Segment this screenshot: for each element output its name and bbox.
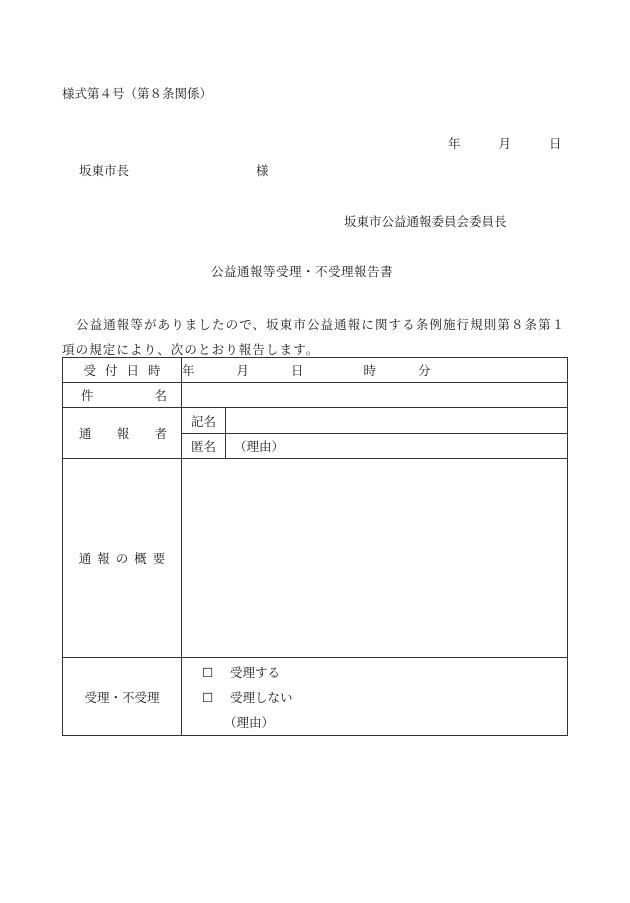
accept-checkbox[interactable]: ☐: [202, 665, 214, 680]
named-field[interactable]: [226, 408, 568, 434]
form-number: 様式第４号（第８条関係）: [62, 86, 213, 101]
anonymous-reason-field[interactable]: [226, 434, 568, 459]
reject-option-label: 受理しない: [230, 690, 293, 705]
date-line: [448, 134, 561, 152]
date-day: 日: [548, 136, 562, 151]
anonymous-label: 匿名: [182, 434, 226, 459]
acceptance-reason[interactable]: [202, 710, 567, 735]
acceptance-row: [63, 658, 568, 736]
accept-option-label: 受理する: [230, 665, 281, 680]
reporter-label: 通 報 者: [63, 408, 182, 459]
acceptance-field: [182, 658, 568, 736]
reception-hour: 時: [363, 363, 376, 378]
reception-row: [63, 358, 568, 383]
subject-label: 件 名: [63, 383, 182, 408]
date-year: 年: [448, 136, 461, 151]
honorific: 様: [256, 163, 269, 178]
date-month: 月: [498, 136, 511, 151]
reject-checkbox[interactable]: ☐: [202, 690, 214, 705]
reception-datetime-label: 受付日時: [63, 358, 182, 383]
reject-option[interactable]: [202, 685, 567, 710]
anonymous-reason-label: （理由）: [234, 439, 285, 454]
reception-day: 日: [290, 363, 304, 378]
overview-label: 通報の概要: [63, 459, 182, 658]
report-table: [62, 357, 568, 736]
document-title: 公益通報等受理・不受理報告書: [211, 264, 394, 279]
reception-datetime-field[interactable]: [182, 358, 568, 383]
subject-field[interactable]: [182, 383, 568, 408]
acceptance-label: 受理・不受理: [63, 658, 182, 736]
sender: 坂東市公益通報委員会委員長: [344, 214, 507, 229]
acceptance-reason-label: （理由）: [224, 715, 275, 730]
body-text: 公益通報等がありましたので、坂東市公益通報に関する条例施行規則第８条第１項の規定により、次のとおり報告します。: [62, 317, 566, 357]
recipient: 坂東市長: [79, 163, 130, 178]
reception-month: 月: [236, 363, 249, 378]
named-label: 記名: [182, 408, 226, 434]
overview-field[interactable]: [182, 459, 568, 658]
reporter-named-row: [63, 408, 568, 434]
subject-row: [63, 383, 568, 408]
accept-option[interactable]: [202, 660, 567, 685]
reception-minute: 分: [417, 363, 431, 378]
reception-year: 年: [182, 363, 195, 378]
overview-row: [63, 459, 568, 658]
